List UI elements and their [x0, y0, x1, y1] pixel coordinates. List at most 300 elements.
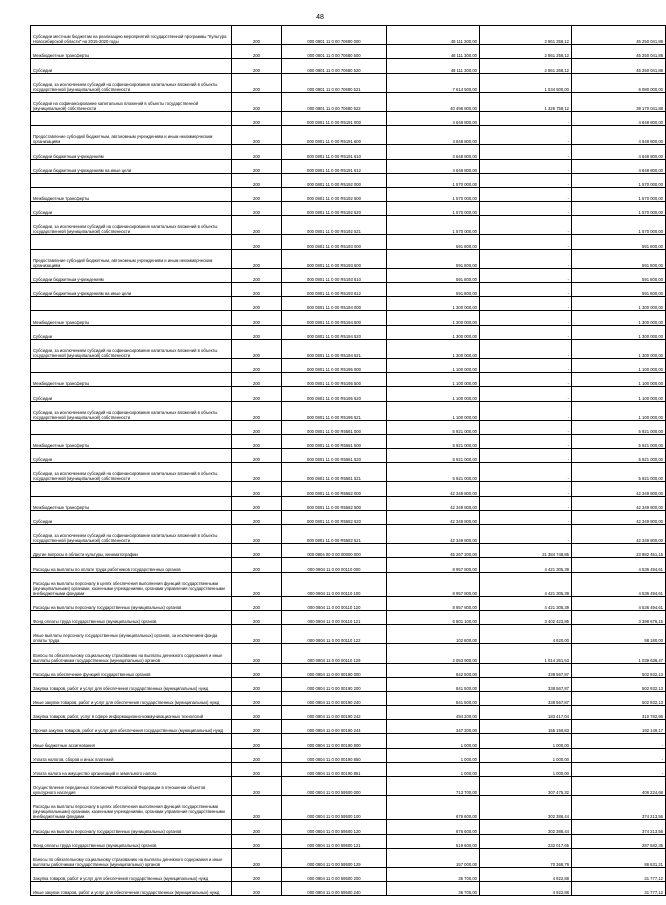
row-name-cell: Уплата налога на имущество организаций и земельного налога — [31, 762, 232, 776]
table-row — [31, 216, 666, 235]
table-row — [31, 796, 666, 820]
row-executed-amount-cell: - — [480, 325, 572, 339]
row-executed-amount-cell: - — [480, 216, 572, 235]
row-approved-amount-cell: 42 349 800,00 — [387, 510, 480, 524]
row-unexecuted-amount-cell: 502 932,13 — [572, 677, 666, 691]
row-unexecuted-amount-cell: 591 800,00 — [572, 268, 666, 282]
row-budget-code-cell: 000 0804 11 0 00 00190 242 — [282, 706, 387, 720]
row-executed-amount-cell: - — [480, 449, 572, 463]
row-admin-code-cell: 200 — [232, 777, 282, 796]
row-executed-amount-cell: - — [480, 202, 572, 216]
row-admin-code-cell: 200 — [232, 268, 282, 282]
row-executed-amount-cell: - — [480, 496, 572, 510]
row-unexecuted-amount-cell: 1 570 000,00 — [572, 173, 666, 187]
row-budget-code-cell: 000 0801 11 0 00 R5194 000 — [282, 297, 387, 311]
row-unexecuted-amount-cell: 374 213,56 — [572, 796, 666, 820]
table-row — [31, 159, 666, 173]
row-unexecuted-amount-cell: 4 536 494,61 — [572, 558, 666, 572]
row-approved-amount-cell: 102 800,00 — [387, 625, 480, 644]
row-executed-amount-cell: 1 534 500,00 — [480, 73, 572, 92]
table-row — [31, 706, 666, 720]
row-unexecuted-amount-cell: 4 648 800,00 — [572, 145, 666, 159]
row-executed-amount-cell: 1 014 261,53 — [480, 644, 572, 663]
row-executed-amount-cell: 21 384 748,85 — [480, 544, 572, 558]
table-row — [31, 249, 666, 268]
row-approved-amount-cell: 591 800,00 — [387, 283, 480, 297]
table-row — [31, 111, 666, 125]
table-row — [31, 463, 666, 482]
row-name-cell: Межбюджетные трансферты — [31, 373, 232, 387]
row-unexecuted-amount-cell: 1 100 000,00 — [572, 401, 666, 420]
row-approved-amount-cell: 1 300 000,00 — [387, 325, 480, 339]
row-unexecuted-amount-cell: 1 100 000,00 — [572, 387, 666, 401]
row-budget-code-cell: 000 0804 11 0 00 00190 851 — [282, 762, 387, 776]
table-row — [31, 449, 666, 463]
row-admin-code-cell: 200 — [232, 325, 282, 339]
row-approved-amount-cell: 1 570 000,00 — [387, 187, 480, 201]
row-name-cell: Субсидии, за исключением субсидий на софинансирование капитальных вложений в объекты государственной (муниципальной) собственности — [31, 339, 232, 358]
row-approved-amount-cell: 494 200,00 — [387, 706, 480, 720]
row-approved-amount-cell: 1 000,00 — [387, 762, 480, 776]
row-admin-code-cell: 200 — [232, 544, 282, 558]
row-budget-code-cell: 000 0801 11 0 00 R5581 521 — [282, 463, 387, 482]
row-executed-amount-cell: 1 000,00 — [480, 748, 572, 762]
row-name-cell: Межбюджетные трансферты — [31, 187, 232, 201]
table-row — [31, 820, 666, 834]
row-unexecuted-amount-cell: - — [572, 734, 666, 748]
table-row — [31, 691, 666, 705]
row-approved-amount-cell: 42 349 800,00 — [387, 496, 480, 510]
row-budget-code-cell: 000 0801 11 0 00 R5192 520 — [282, 202, 387, 216]
row-name-cell — [31, 235, 232, 249]
table-row — [31, 677, 666, 691]
row-budget-code-cell: 000 0801 11 0 00 R5193 000 — [282, 235, 387, 249]
row-unexecuted-amount-cell: 42 349 800,00 — [572, 525, 666, 544]
row-executed-amount-cell: - — [480, 358, 572, 372]
row-approved-amount-cell: 519 600,00 — [387, 834, 480, 848]
row-unexecuted-amount-cell: 406 224,68 — [572, 777, 666, 796]
row-unexecuted-amount-cell: 39 170 041,88 — [572, 92, 666, 111]
row-admin-code-cell: 200 — [232, 283, 282, 297]
row-name-cell: Иные закупки товаров, работ и услуг для обеспечения государственных (муниципальных) нужд — [31, 882, 232, 896]
row-budget-code-cell: 000 0801 11 0 00 R5195 500 — [282, 373, 387, 387]
row-approved-amount-cell: 676 600,00 — [387, 820, 480, 834]
table-row — [31, 644, 666, 663]
row-name-cell: Межбюджетные трансферты — [31, 311, 232, 325]
row-unexecuted-amount-cell: - — [572, 762, 666, 776]
row-admin-code-cell: 200 — [232, 525, 282, 544]
row-executed-amount-cell: - — [480, 268, 572, 282]
row-budget-code-cell: 000 0804 11 0 00 00110 000 — [282, 558, 387, 572]
row-approved-amount-cell: 1 570 000,00 — [387, 202, 480, 216]
row-budget-code-cell: 000 0804 11 0 00 00190 244 — [282, 720, 387, 734]
row-name-cell: Межбюджетные трансферты — [31, 434, 232, 448]
table-row — [31, 610, 666, 624]
row-executed-amount-cell: - — [480, 235, 572, 249]
table-row — [31, 596, 666, 610]
row-budget-code-cell: 000 0804 00 0 00 00000 000 — [282, 544, 387, 558]
row-budget-code-cell: 000 0801 11 0 00 R5192 500 — [282, 187, 387, 201]
row-budget-code-cell: 000 0804 11 0 00 00110 120 — [282, 596, 387, 610]
row-budget-code-cell: 000 0801 11 0 00 R5195 520 — [282, 387, 387, 401]
row-admin-code-cell: 200 — [232, 610, 282, 624]
row-unexecuted-amount-cell: 5 921 000,00 — [572, 463, 666, 482]
row-approved-amount-cell: 8 957 800,00 — [387, 596, 480, 610]
row-admin-code-cell: 200 — [232, 297, 282, 311]
row-executed-amount-cell: - — [480, 373, 572, 387]
row-approved-amount-cell: 5 921 000,00 — [387, 449, 480, 463]
row-budget-code-cell: 000 0801 11 0 00 R5582 521 — [282, 525, 387, 544]
table-row — [31, 26, 666, 45]
row-admin-code-cell: 200 — [232, 449, 282, 463]
row-name-cell — [31, 297, 232, 311]
row-budget-code-cell: 000 0801 11 0 00 R5194 500 — [282, 311, 387, 325]
table-row — [31, 145, 666, 159]
row-name-cell: Предоставление субсидий бюджетным, автономным учреждениям и иным некоммерческим организациям — [31, 249, 232, 268]
row-admin-code-cell: 200 — [232, 510, 282, 524]
row-budget-code-cell: 000 0804 11 0 00 00110 121 — [282, 610, 387, 624]
row-unexecuted-amount-cell: 45 250 041,88 — [572, 45, 666, 59]
row-executed-amount-cell: 2 861 258,12 — [480, 26, 572, 45]
row-approved-amount-cell: 42 349 800,00 — [387, 482, 480, 496]
row-approved-amount-cell: 842 500,00 — [387, 663, 480, 677]
row-approved-amount-cell: 2 053 900,00 — [387, 644, 480, 663]
row-budget-code-cell: 000 0801 11 0 00 R5581 500 — [282, 434, 387, 448]
row-admin-code-cell: 200 — [232, 482, 282, 496]
table-row — [31, 867, 666, 881]
row-approved-amount-cell: 6 801 100,00 — [387, 610, 480, 624]
row-budget-code-cell: 000 0804 11 0 00 59500 000 — [282, 777, 387, 796]
row-budget-code-cell: 000 0804 11 0 00 59500 200 — [282, 867, 387, 881]
row-budget-code-cell: 000 0801 11 0 00 R5194 520 — [282, 325, 387, 339]
row-unexecuted-amount-cell: 45 250 041,88 — [572, 26, 666, 45]
row-executed-amount-cell: 4 421 305,39 — [480, 596, 572, 610]
row-admin-code-cell: 200 — [232, 834, 282, 848]
row-approved-amount-cell: 1 100 000,00 — [387, 401, 480, 420]
table-row — [31, 848, 666, 867]
row-approved-amount-cell: 713 700,00 — [387, 777, 480, 796]
row-budget-code-cell: 000 0804 11 0 00 00190 800 — [282, 734, 387, 748]
row-executed-amount-cell: - — [480, 126, 572, 145]
row-unexecuted-amount-cell: 42 349 800,00 — [572, 510, 666, 524]
row-executed-amount-cell: - — [480, 111, 572, 125]
row-approved-amount-cell: 40 496 800,00 — [387, 92, 480, 111]
row-budget-code-cell: 000 0804 11 0 00 59500 100 — [282, 796, 387, 820]
table-row — [31, 544, 666, 558]
row-executed-amount-cell: 338 567,87 — [480, 677, 572, 691]
row-approved-amount-cell: 841 500,00 — [387, 677, 480, 691]
row-unexecuted-amount-cell: 591 800,00 — [572, 235, 666, 249]
row-unexecuted-amount-cell: 4 648 800,00 — [572, 126, 666, 145]
row-admin-code-cell: 200 — [232, 463, 282, 482]
row-approved-amount-cell: 4 648 800,00 — [387, 159, 480, 173]
row-name-cell: Взносы по обязательному социальному страхованию на выплаты денежного содержания и иные выплаты работникам государственных (муниципальных) органов — [31, 848, 232, 867]
row-executed-amount-cell: 307 475,32 — [480, 777, 572, 796]
row-unexecuted-amount-cell: 1 300 000,00 — [572, 297, 666, 311]
table-row — [31, 45, 666, 59]
row-unexecuted-amount-cell: 98 180,00 — [572, 625, 666, 644]
row-unexecuted-amount-cell: 5 921 000,00 — [572, 434, 666, 448]
row-admin-code-cell: 200 — [232, 691, 282, 705]
row-unexecuted-amount-cell: 6 080 000,00 — [572, 73, 666, 92]
row-name-cell: Расходы на выплаты персоналу в целях обеспечения выполнения функций государственными (муниципальными) органами, казенными учреждениями, органами управления государственными внебюджетными фондами — [31, 572, 232, 596]
row-executed-amount-cell: - — [480, 525, 572, 544]
row-unexecuted-amount-cell: 4 536 494,61 — [572, 572, 666, 596]
row-approved-amount-cell: 4 648 800,00 — [387, 111, 480, 125]
row-unexecuted-amount-cell: 374 213,56 — [572, 820, 666, 834]
row-approved-amount-cell: 1 300 000,00 — [387, 311, 480, 325]
row-approved-amount-cell: 1 000,00 — [387, 734, 480, 748]
row-executed-amount-cell: 302 386,44 — [480, 796, 572, 820]
row-admin-code-cell: 200 — [232, 677, 282, 691]
row-budget-code-cell: 000 0801 11 0 00 R5582 520 — [282, 510, 387, 524]
row-executed-amount-cell: - — [480, 401, 572, 420]
row-executed-amount-cell: 4 421 305,39 — [480, 558, 572, 572]
table-row — [31, 126, 666, 145]
row-unexecuted-amount-cell: 502 932,13 — [572, 691, 666, 705]
row-approved-amount-cell: 48 111 300,00 — [387, 45, 480, 59]
row-admin-code-cell: 200 — [232, 235, 282, 249]
table-row — [31, 387, 666, 401]
table-row — [31, 202, 666, 216]
row-admin-code-cell: 200 — [232, 867, 282, 881]
table-row — [31, 777, 666, 796]
row-name-cell — [31, 111, 232, 125]
table-row — [31, 762, 666, 776]
row-approved-amount-cell: 1 100 000,00 — [387, 373, 480, 387]
table-row — [31, 510, 666, 524]
row-unexecuted-amount-cell: 310 782,96 — [572, 706, 666, 720]
row-name-cell: Субсидии бюджетным учреждениям на иные цели — [31, 159, 232, 173]
table-row — [31, 558, 666, 572]
row-approved-amount-cell: 48 111 300,00 — [387, 26, 480, 45]
row-budget-code-cell: 000 0801 11 0 00 70680 522 — [282, 92, 387, 111]
row-admin-code-cell: 200 — [232, 644, 282, 663]
table-row — [31, 373, 666, 387]
row-budget-code-cell: 000 0801 11 0 00 R5195 521 — [282, 401, 387, 420]
row-admin-code-cell: 200 — [232, 126, 282, 145]
row-name-cell: Субсидии — [31, 387, 232, 401]
row-admin-code-cell: 200 — [232, 159, 282, 173]
row-approved-amount-cell: 36 700,00 — [387, 867, 480, 881]
row-unexecuted-amount-cell: 502 932,13 — [572, 663, 666, 677]
row-unexecuted-amount-cell: 86 631,21 — [572, 848, 666, 867]
row-approved-amount-cell: 676 600,00 — [387, 796, 480, 820]
row-admin-code-cell: 200 — [232, 720, 282, 734]
row-approved-amount-cell: 1 100 000,00 — [387, 358, 480, 372]
row-executed-amount-cell: 338 567,87 — [480, 691, 572, 705]
row-admin-code-cell: 200 — [232, 663, 282, 677]
row-name-cell: Предоставление субсидий бюджетным, автономным учреждениям и иным некоммерческим организациям — [31, 126, 232, 145]
row-approved-amount-cell: 4 648 800,00 — [387, 145, 480, 159]
table-row — [31, 339, 666, 358]
row-admin-code-cell: 200 — [232, 848, 282, 867]
row-budget-code-cell: 000 0801 11 0 00 R5193 600 — [282, 249, 387, 268]
row-name-cell: Взносы по обязательному социальному страхованию на выплаты денежного содержания и иные выплаты работникам государственных (муниципальных) органов — [31, 644, 232, 663]
row-unexecuted-amount-cell: 45 250 041,88 — [572, 59, 666, 73]
row-name-cell: Иные бюджетные ассигнования — [31, 734, 232, 748]
table-row — [31, 625, 666, 644]
row-budget-code-cell: 000 0804 11 0 00 00190 850 — [282, 748, 387, 762]
table-row — [31, 283, 666, 297]
row-name-cell: Субсидии, за исключением субсидий на софинансирование капитальных вложений в объекты государственной (муниципальной) собственности — [31, 73, 232, 92]
row-name-cell: Субсидии — [31, 202, 232, 216]
row-executed-amount-cell: 232 017,65 — [480, 834, 572, 848]
row-admin-code-cell: 200 — [232, 249, 282, 268]
page-number: 48 — [316, 14, 324, 21]
row-approved-amount-cell: 4 648 800,00 — [387, 126, 480, 145]
row-approved-amount-cell: 5 921 000,00 — [387, 463, 480, 482]
row-executed-amount-cell: 2 861 258,12 — [480, 45, 572, 59]
row-approved-amount-cell: 8 957 800,00 — [387, 572, 480, 596]
row-budget-code-cell: 000 0801 11 0 00 R5582 000 — [282, 482, 387, 496]
row-budget-code-cell: 000 0801 11 0 00 R5191 612 — [282, 159, 387, 173]
row-approved-amount-cell: 1 570 000,00 — [387, 173, 480, 187]
row-budget-code-cell: 000 0801 11 0 00 R5581 520 — [282, 449, 387, 463]
row-unexecuted-amount-cell: 1 039 638,47 — [572, 644, 666, 663]
row-unexecuted-amount-cell: 1 100 000,00 — [572, 358, 666, 372]
row-approved-amount-cell: 157 000,00 — [387, 848, 480, 867]
row-unexecuted-amount-cell: 31 777,12 — [572, 882, 666, 896]
row-unexecuted-amount-cell: 3 398 676,15 — [572, 610, 666, 624]
table-row — [31, 882, 666, 896]
table-row — [31, 401, 666, 420]
row-name-cell — [31, 482, 232, 496]
row-admin-code-cell: 200 — [232, 373, 282, 387]
table-row — [31, 235, 666, 249]
row-executed-amount-cell: 70 368,79 — [480, 848, 572, 867]
row-executed-amount-cell: - — [480, 463, 572, 482]
row-unexecuted-amount-cell: - — [572, 748, 666, 762]
row-name-cell: Прочая закупка товаров, работ и услуг для обеспечения государственных (муниципальных) нужд — [31, 720, 232, 734]
table-row — [31, 720, 666, 734]
row-approved-amount-cell: 5 921 000,00 — [387, 420, 480, 434]
row-executed-amount-cell: 1 326 758,12 — [480, 92, 572, 111]
row-admin-code-cell: 200 — [232, 45, 282, 59]
row-budget-code-cell: 000 0801 11 0 00 70680 500 — [282, 45, 387, 59]
table-row — [31, 572, 666, 596]
row-admin-code-cell: 200 — [232, 173, 282, 187]
row-admin-code-cell: 200 — [232, 187, 282, 201]
row-name-cell: Закупка товаров, работ и услуг для обеспечения государственных (муниципальных) нужд — [31, 677, 232, 691]
row-name-cell: Расходы на выплаты персоналу государственных (муниципальных) органов — [31, 596, 232, 610]
table-row — [31, 73, 666, 92]
row-budget-code-cell: 000 0804 11 0 00 59500 240 — [282, 882, 387, 896]
row-budget-code-cell: 000 0801 11 0 00 R5194 521 — [282, 339, 387, 358]
row-unexecuted-amount-cell: 591 800,00 — [572, 283, 666, 297]
row-executed-amount-cell: 2 861 258,12 — [480, 59, 572, 73]
row-admin-code-cell: 200 — [232, 762, 282, 776]
row-name-cell: Фонд оплаты труда государственных (муниципальных) органов — [31, 834, 232, 848]
row-budget-code-cell: 000 0804 11 0 00 59500 121 — [282, 834, 387, 848]
row-name-cell: Другие вопросы в области культуры, кинематографии — [31, 544, 232, 558]
row-approved-amount-cell: 45 267 200,00 — [387, 544, 480, 558]
row-unexecuted-amount-cell: 5 921 000,00 — [572, 449, 666, 463]
row-admin-code-cell: 200 — [232, 420, 282, 434]
row-name-cell: Субсидии — [31, 449, 232, 463]
row-unexecuted-amount-cell: 31 777,12 — [572, 867, 666, 881]
row-admin-code-cell: 200 — [232, 358, 282, 372]
row-budget-code-cell: 000 0801 11 0 00 70680 521 — [282, 73, 387, 92]
row-admin-code-cell: 200 — [232, 59, 282, 73]
table-row — [31, 311, 666, 325]
row-unexecuted-amount-cell: 42 349 800,00 — [572, 496, 666, 510]
row-name-cell: Субсидии, за исключением субсидий на софинансирование капитальных вложений в объекты государственной (муниципальной) собственности — [31, 401, 232, 420]
row-approved-amount-cell: 7 614 500,00 — [387, 73, 480, 92]
row-executed-amount-cell: - — [480, 173, 572, 187]
row-name-cell — [31, 173, 232, 187]
row-approved-amount-cell: 591 800,00 — [387, 268, 480, 282]
row-name-cell: Субсидии — [31, 510, 232, 524]
row-name-cell: Межбюджетные трансферты — [31, 45, 232, 59]
row-name-cell: Уплата налогов, сборов и иных платежей — [31, 748, 232, 762]
row-name-cell: Межбюджетные трансферты — [31, 496, 232, 510]
row-budget-code-cell: 000 0801 11 0 00 R5193 612 — [282, 283, 387, 297]
row-name-cell: Субсидии бюджетным учреждениям на иные цели — [31, 283, 232, 297]
table-row — [31, 748, 666, 762]
row-name-cell: Фонд оплаты труда государственных (муниципальных) органов — [31, 610, 232, 624]
row-budget-code-cell: 000 0801 11 0 00 R5195 000 — [282, 358, 387, 372]
row-budget-code-cell: 000 0801 11 0 00 R5191 600 — [282, 126, 387, 145]
table-row — [31, 268, 666, 282]
row-executed-amount-cell: 1 000,00 — [480, 762, 572, 776]
row-name-cell: Субсидии на софинансирование капитальных вложений в объекты государственной (муниципальной) собственности — [31, 92, 232, 111]
row-admin-code-cell: 200 — [232, 311, 282, 325]
row-executed-amount-cell: - — [480, 249, 572, 268]
row-name-cell: Иные закупки товаров, работ и услуг для обеспечения государственных (муниципальных) нужд — [31, 691, 232, 705]
row-executed-amount-cell: 4 620,00 — [480, 625, 572, 644]
row-unexecuted-amount-cell: 1 570 000,00 — [572, 216, 666, 235]
row-admin-code-cell: 200 — [232, 111, 282, 125]
row-budget-code-cell: 000 0801 11 0 00 R5191 000 — [282, 111, 387, 125]
row-unexecuted-amount-cell: 42 349 800,00 — [572, 482, 666, 496]
row-budget-code-cell: 000 0801 11 0 00 R5192 000 — [282, 173, 387, 187]
table-row — [31, 496, 666, 510]
row-admin-code-cell: 200 — [232, 706, 282, 720]
row-executed-amount-cell: 183 417,04 — [480, 706, 572, 720]
row-name-cell: Субсидии, за исключением субсидий на софинансирование капитальных вложений в объекты государственной (муниципальной) собственности — [31, 216, 232, 235]
row-admin-code-cell: 200 — [232, 387, 282, 401]
row-executed-amount-cell: 339 567,87 — [480, 663, 572, 677]
row-name-cell: Расходы на обеспечение функций государственных органов — [31, 663, 232, 677]
row-executed-amount-cell: - — [480, 187, 572, 201]
row-approved-amount-cell: 1 300 000,00 — [387, 297, 480, 311]
table-row — [31, 525, 666, 544]
row-executed-amount-cell: 4 922,88 — [480, 867, 572, 881]
row-approved-amount-cell: 1 100 000,00 — [387, 387, 480, 401]
row-name-cell: Субсидии — [31, 325, 232, 339]
row-executed-amount-cell: - — [480, 339, 572, 358]
row-name-cell: Субсидии бюджетным учреждениям — [31, 145, 232, 159]
row-approved-amount-cell: 591 800,00 — [387, 235, 480, 249]
row-executed-amount-cell: - — [480, 482, 572, 496]
row-name-cell: Расходы на выплаты по оплате труда работников государственных органов — [31, 558, 232, 572]
row-admin-code-cell: 200 — [232, 202, 282, 216]
row-unexecuted-amount-cell: 591 800,00 — [572, 249, 666, 268]
row-name-cell: Закупка товаров, работ и услуг для обеспечения государственных (муниципальных) нужд — [31, 867, 232, 881]
row-name-cell: Субсидии бюджетным учреждениям — [31, 268, 232, 282]
row-budget-code-cell: 000 0801 11 0 00 70680 000 — [282, 26, 387, 45]
row-name-cell: Субсидии местным бюджетам на реализацию мероприятий государственной программы "Культура Новосибирской области" на 2015-2020 годы — [31, 26, 232, 45]
row-unexecuted-amount-cell: 4 648 800,00 — [572, 159, 666, 173]
row-name-cell: Субсидии — [31, 59, 232, 73]
row-name-cell — [31, 358, 232, 372]
row-admin-code-cell: 200 — [232, 572, 282, 596]
row-executed-amount-cell: - — [480, 434, 572, 448]
row-approved-amount-cell: 1 000,00 — [387, 748, 480, 762]
table-row — [31, 734, 666, 748]
row-admin-code-cell: 200 — [232, 145, 282, 159]
